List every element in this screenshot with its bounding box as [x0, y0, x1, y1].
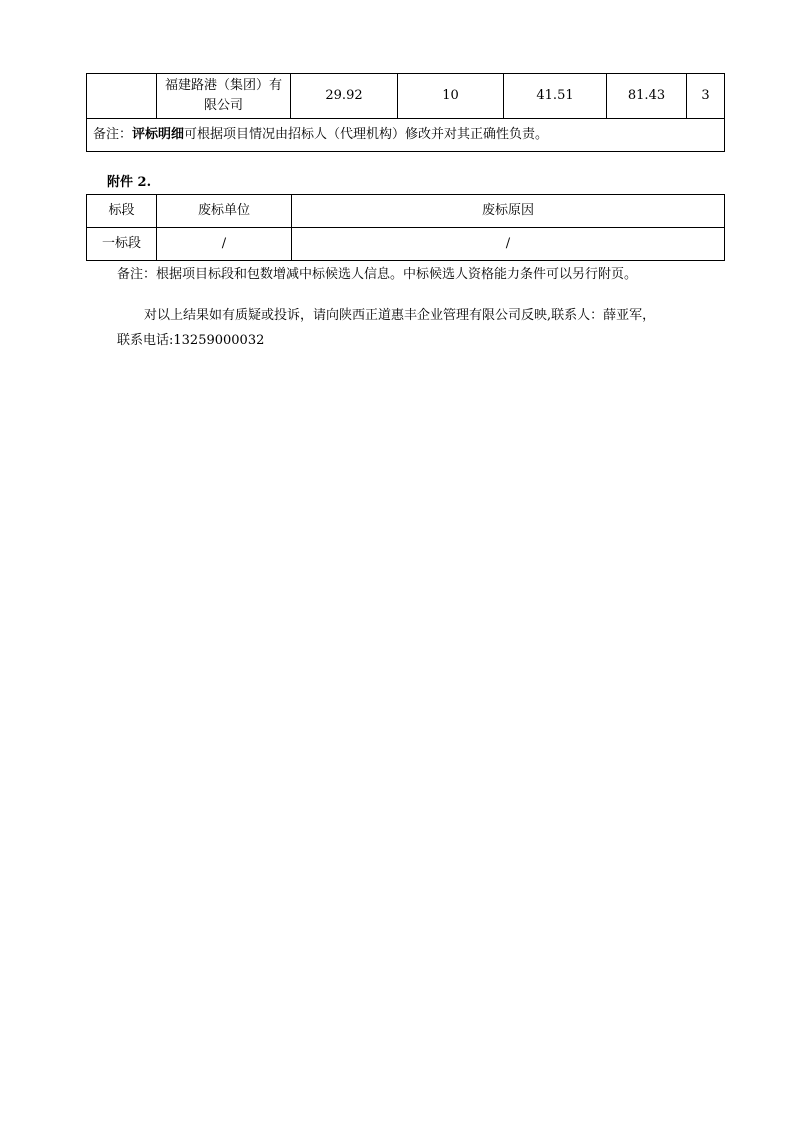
score-cell-1: 29.92 — [291, 74, 398, 119]
table-row — [87, 74, 725, 119]
company-name-cell: 福建路港（集团）有限公司 — [157, 74, 291, 119]
header-abolish-unit: 废标单位 — [157, 195, 292, 228]
contact-phone: 联系电话:13259000032 — [117, 333, 265, 348]
contact-paragraph: 对以上结果如有质疑或投诉，请向陕西正道惠丰企业管理有限公司反映,联系人：薛亚军， — [144, 308, 656, 323]
note-row — [87, 119, 725, 152]
section-cell: 一标段 — [87, 228, 157, 261]
table-row — [87, 228, 725, 261]
note-prefix: 备注： — [93, 127, 133, 142]
attachment-label: 附件 2. — [107, 175, 152, 190]
abolish-reason-cell: / — [292, 228, 725, 261]
score-table — [86, 73, 725, 152]
header-section: 标段 — [87, 195, 157, 228]
abolish-table — [86, 194, 725, 261]
score-cell-3: 41.51 — [504, 74, 607, 119]
note-bold-text: 评标明细 — [132, 127, 185, 142]
blank-cell — [87, 74, 157, 119]
score-cell-2: 10 — [398, 74, 504, 119]
table-header-row — [87, 195, 725, 228]
note-text: 备注：根据项目标段和包数增减中标候选人信息。中标候选人资格能力条件可以另行附页。 — [117, 267, 638, 282]
note-cell — [87, 119, 725, 152]
note-suffix: 可根据项目情况由招标人（代理机构）修改并对其正确性负责。 — [184, 127, 549, 142]
rank-cell: 3 — [687, 74, 725, 119]
total-score-cell: 81.43 — [607, 74, 687, 119]
header-abolish-reason: 废标原因 — [292, 195, 725, 228]
abolish-unit-cell: / — [157, 228, 292, 261]
